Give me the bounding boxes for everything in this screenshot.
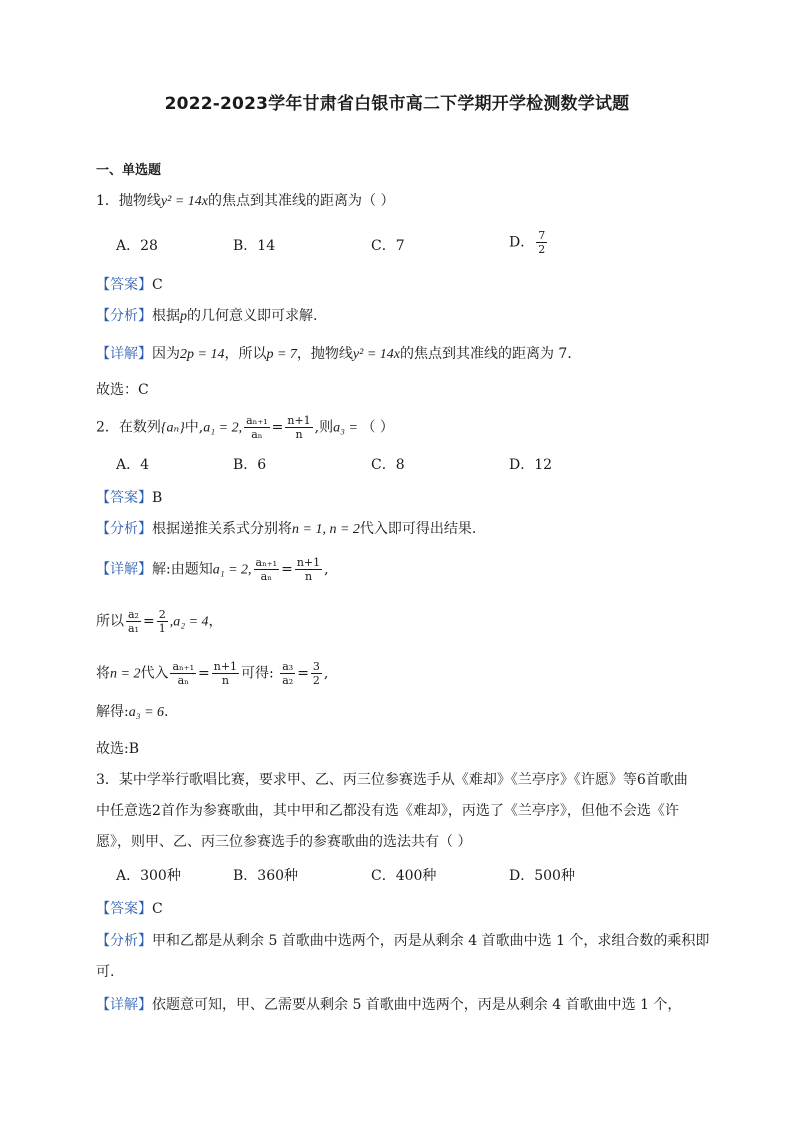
option-b: B．360种 xyxy=(233,868,299,884)
question-2: 2．在数列{aₙ}中,a₁ = 2, $\frac{\text{aₙ₊₁}}{\text{aₙ}}$ = $\frac{n+1}{n}$ ,则a₃ = （ ） xyxy=(96,414,394,441)
fraction: $\frac{n+1}{n}$ xyxy=(296,556,321,583)
solution-step-1: 所以 $\frac{\text{a₂}}{\text{a₁}}$ = $\frac{2}{1}$ ,a₂ = 4， xyxy=(96,608,223,635)
option-a: A．28 xyxy=(116,238,158,254)
option-a: A．300种 xyxy=(116,868,181,884)
detail-label: 【详解】 xyxy=(96,346,152,362)
analysis-line: 【分析】根据递推关系式分别将n = 1, n = 2代入即可得出结果. xyxy=(96,521,477,537)
option-d: D． $\frac{7}{2}$ xyxy=(509,229,546,256)
option-b: B．6 xyxy=(233,457,267,473)
option-b: B．14 xyxy=(233,238,276,254)
detail-line: 【详解】解:由题知a₁ = 2, $\frac{\text{aₙ₊₁}}{\text{aₙ}}$ = $\frac{n+1}{n}$ , xyxy=(96,556,329,583)
option-a: A．4 xyxy=(116,457,150,473)
fraction: $\frac{2}{1}$ xyxy=(158,608,166,635)
answer-line: 【答案】C xyxy=(96,901,163,917)
analysis-line: 【分析】甲和乙都是从剩余 5 首歌曲中选两个，丙是从剩余 4 首歌曲中选 1 个，求组合数的乘积即 xyxy=(96,933,710,949)
answer-line: 【答案】B xyxy=(96,490,163,506)
option-c: C．8 xyxy=(371,457,405,473)
analysis-label: 【分析】 xyxy=(96,308,152,324)
fraction: $\frac{\text{aₙ₊₁}}{\text{aₙ}}$ xyxy=(246,414,268,441)
analysis-line: 【分析】根据p的几何意义即可求解. xyxy=(96,308,318,324)
answer-line: 【答案】C xyxy=(96,277,163,293)
answer-label: 【答案】 xyxy=(96,901,152,917)
option-c: C．7 xyxy=(371,238,405,254)
fraction: $\frac{n+1}{n}$ xyxy=(213,660,238,687)
fraction: $\frac{3}{2}$ xyxy=(312,660,320,687)
fraction: $\frac{\text{a₃}}{\text{a₂}}$ xyxy=(282,660,294,687)
fraction: $\frac{\text{a₂}}{\text{a₁}}$ xyxy=(128,608,139,635)
section-heading: 一、单选题 xyxy=(96,163,162,178)
choice-line: 故选:B xyxy=(96,741,140,757)
question-number: 2． xyxy=(96,419,119,436)
analysis-label: 【分析】 xyxy=(96,521,152,537)
analysis-line-2: 可. xyxy=(96,964,115,980)
question-3-line-1: 3．某中学举行歌唱比赛，要求甲、乙、丙三位参赛选手从《难却》《兰亭序》《许愿》等6首歌曲 xyxy=(96,772,688,788)
detail-line: 【详解】因为2p = 14，所以p = 7，抛物线y² = 14x的焦点到其准线的距离为 7． xyxy=(96,346,582,362)
equation: y² = 14x xyxy=(160,194,208,209)
choice-line: 故选：C xyxy=(96,382,149,398)
detail-label: 【详解】 xyxy=(96,997,152,1013)
solution-step-2: 将n = 2代入 $\frac{\text{aₙ₊₁}}{\text{aₙ}}$ = $\frac{n+1}{n}$ 可得: $\frac{\text{a₃}}{\text{a₂}}$ = $\frac{3}{2}$ , xyxy=(96,660,329,687)
detail-label: 【详解】 xyxy=(96,561,152,578)
fraction: $\frac{\text{aₙ₊₁}}{\text{aₙ}}$ xyxy=(172,660,194,687)
question-3-line-2: 中任意选2首作为参赛歌曲，其中甲和乙都没有选《难却》，丙选了《兰亭序》，但他不会选《许 xyxy=(96,803,679,819)
answer-label: 【答案】 xyxy=(96,277,152,293)
question-number: 1． xyxy=(96,193,119,209)
question-1: 1．抛物线y² = 14x的焦点到其准线的距离为（ ） xyxy=(96,193,395,209)
detail-line: 【详解】依题意可知，甲、乙需要从剩余 5 首歌曲中选两个，丙是从剩余 4 首歌曲中选 1 个， xyxy=(96,997,682,1013)
option-d: D．500种 xyxy=(509,868,575,884)
fraction: $\frac{7}{2}$ xyxy=(538,229,546,256)
fraction: $\frac{n+1}{n}$ xyxy=(287,414,311,441)
option-d: D．12 xyxy=(509,457,553,473)
question-3-line-3: 愿》，则甲、乙、丙三位参赛选手的参赛歌曲的选法共有（ ） xyxy=(96,834,472,850)
analysis-label: 【分析】 xyxy=(96,933,152,949)
page-title: 2022-2023学年甘肃省白银市高二下学期开学检测数学试题 xyxy=(164,94,630,114)
option-c: C．400种 xyxy=(371,868,437,884)
solution-result: 解得:a₃ = 6. xyxy=(96,704,169,720)
fraction: $\frac{\text{aₙ₊₁}}{\text{aₙ}}$ xyxy=(255,556,278,583)
answer-label: 【答案】 xyxy=(96,490,152,506)
